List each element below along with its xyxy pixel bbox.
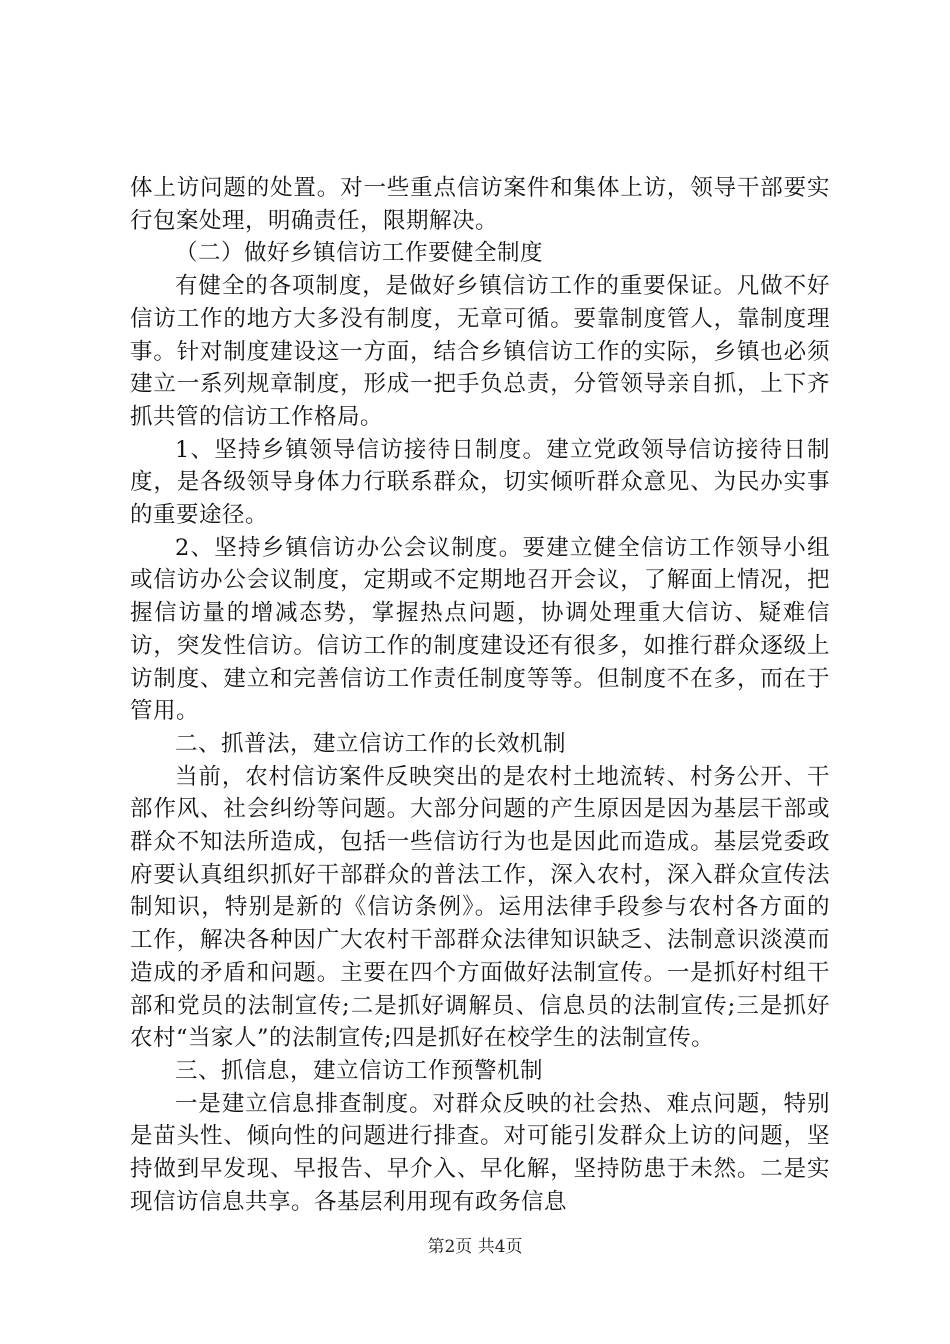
section-heading-2: （二）做好乡镇信访工作要健全制度	[175, 240, 544, 267]
paragraph: 当前，农村信访案件反映突出的是农村土地流转、村务公开、干部作风、社会纠纷等问题。大部分问题的产生原因是因为基层干部或群众不知法所造成，包括一些信访行为也是因此而造成。基层党委政府要认真组织抓好干部群众的普法工作，深入农村，深入群众宣传法制知识，特别是新的《信访条例》。运用法律手段参与农村各方面的工作，解决各种因广大农村干部群众法律知识缺乏、法制意识淡漠而造成的矛盾和问题。主要在四个方面做好法制宣传。一是抓好村组干部和党员的法制宣传;二是抓好调解员、信息员的法制宣传;三是抓好农村“当家人”的法制宣传;四是抓好在校学生的法制宣传。	[130, 763, 830, 1052]
page-number-footer: 第2页 共4页	[427, 1237, 523, 1257]
paragraph-item-2: 2、坚持乡镇信访办公会议制度。要建立健全信访工作领导小组或信访办公会议制度，定期或不定期地召开会议，了解面上情况，把握信访量的增减态势，掌握热点问题，协调处理重大信访、疑难信访，突发性信访。信访工作的制度建设还有很多，如推行群众逐级上访制度、建立和完善信访工作责任制度等等。但制度不在多，而在于管用。	[130, 534, 830, 725]
paragraph-item-1: 1、坚持乡镇领导信访接待日制度。建立党政领导信访接待日制度，是各级领导身体力行联系群众，切实倾听群众意见、为民办实事的重要途径。	[130, 436, 830, 529]
paragraph-continuation: 体上访问题的处置。对一些重点信访案件和集体上访，领导干部要实行包案处理，明确责任，限期解决。	[130, 175, 830, 234]
paragraph: 一是建立信息排查制度。对群众反映的社会热、难点问题，特别是苗头性、倾向性的问题进行排查。对可能引发群众上访的问题，坚持做到早发现、早报告、早介入、早化解，坚持防患于未然。二是实现信访信息共享。各基层利用现有政务信息	[130, 1090, 830, 1215]
section-heading-san: 三、抓信息，建立信访工作预警机制	[175, 1057, 544, 1084]
document-body	[130, 172, 830, 1219]
section-heading-er: 二、抓普法，建立信访工作的长效机制	[175, 730, 567, 757]
paragraph: 有健全的各项制度，是做好乡镇信访工作的重要保证。凡做不好信访工作的地方大多没有制度，无章可循。要靠制度管人，靠制度理事。针对制度建设这一方面，结合乡镇信访工作的实际，乡镇也必须建立一系列规章制度，形成一把手负总责，分管领导亲自抓，上下齐抓共管的信访工作格局。	[130, 273, 830, 430]
